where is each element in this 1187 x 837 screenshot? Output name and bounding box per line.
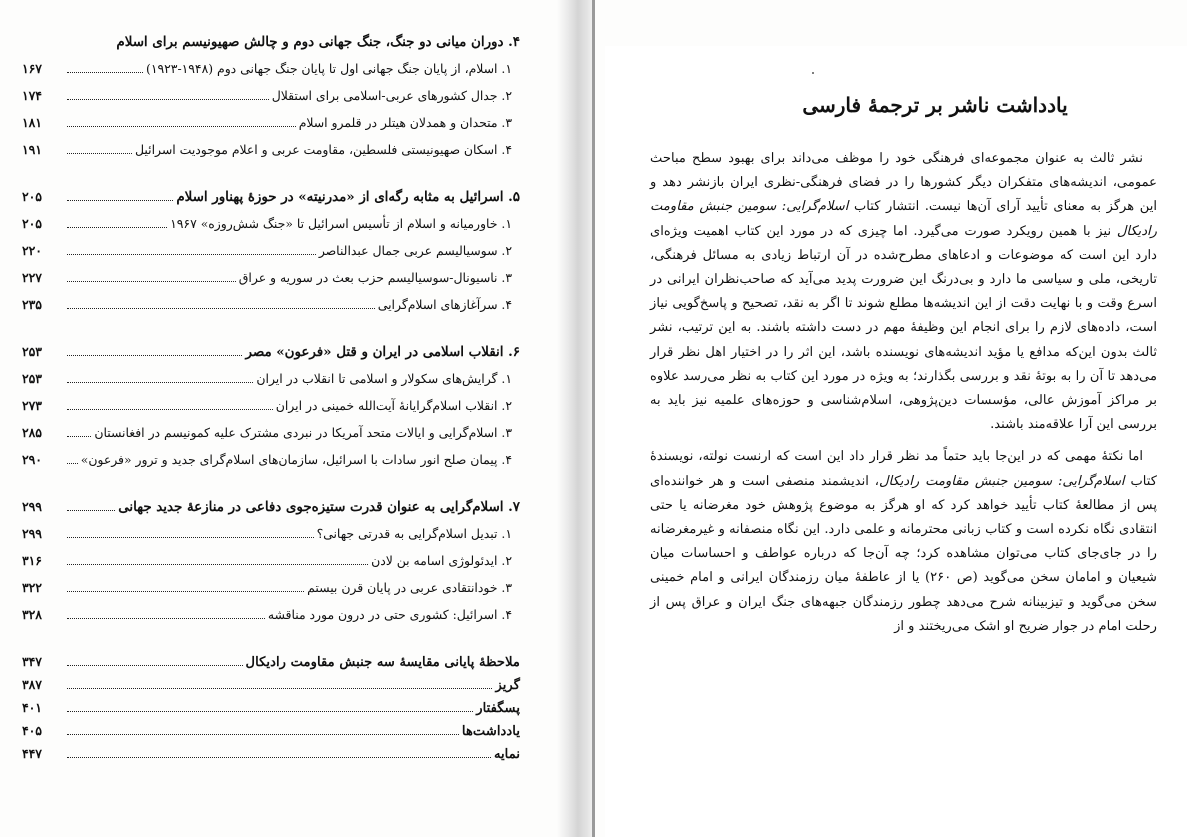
toc-entry-page: ۳۲۲ <box>22 580 42 595</box>
toc-entry[interactable] <box>22 553 520 580</box>
book-gutter <box>557 0 595 837</box>
toc-entry[interactable] <box>22 371 520 398</box>
toc-entry[interactable] <box>22 297 520 324</box>
right-page-publisher-note <box>595 0 1187 837</box>
toc-entry-page: ۲۵۳ <box>22 371 42 386</box>
toc-entry-page: ۱۶۷ <box>22 61 42 76</box>
toc-entry-page: ۱۸۱ <box>22 115 42 130</box>
dot-leader <box>67 757 491 758</box>
dot-leader <box>67 537 314 538</box>
toc-end-entry[interactable] <box>22 700 520 723</box>
dot-leader <box>67 618 265 619</box>
toc-entry-label: ۱. تبدیل اسلام‌گرایی به قدرتی جهانی؟ <box>316 526 512 541</box>
dot-leader <box>67 711 473 712</box>
toc-entry[interactable] <box>22 580 520 607</box>
paragraph-1-part-b: نیز با همین رویکرد صورت می‌گیرد. اما چیزی که در مورد این کتاب اهمیت ویژه‌ای دارد این است که موضوعات و ادعاهای مطرح‌شده در آن ارتباط زیادی به مسائل فرهنگی، تاریخی، ملی و سیاسی ما دارد و بی‌درنگ این ضرورت پدید می‌آید که صاحب‌نظران ایرانی در اسرع وقت و با نهایت دقت از این اندیشه‌ها مطلع شوند تا اگر به نقد، تصحیح و پاسخ‌گویی نیاز است، داده‌های لازم را برای انجام این وظیفهٔ مهم در دست داشته باشند. به این ترتیب، نشر ثالث بدون این‌که مدافع یا مؤید اندیشه‌های نویسنده باشد، این اثر را در اختیار اهل نظر قرار می‌دهد تا آن را به بوتهٔ نقد و بررسی بگذارند؛ به ویژه در مورد این کتاب به نظر می‌رسد علاوه بر مراکز آموزش عالی، مؤسسات دین‌پژوهی، اسلام‌شناسی و حوزه‌های علمیه نیز باید به بررسی این آرا علاقه‌مند باشند. <box>650 223 1157 433</box>
toc-entry[interactable] <box>22 452 520 479</box>
dot-leader <box>67 564 368 565</box>
toc-section-6 <box>22 344 520 479</box>
dot-leader <box>67 281 236 282</box>
toc-entry-page: ۱۷۴ <box>22 88 42 103</box>
toc-section-4 <box>22 34 520 169</box>
toc-entry-label: ۱. خاورمیانه و اسلام از تأسیس اسرائیل تا «جنگ شش‌روزه» ۱۹۶۷ <box>170 216 512 231</box>
dot-leader <box>67 688 492 689</box>
dot-leader <box>67 254 316 255</box>
toc-section-7 <box>22 499 520 634</box>
toc-entry-page: ۲۹۰ <box>22 452 42 467</box>
dot-leader <box>67 409 273 410</box>
toc-entry[interactable] <box>22 526 520 553</box>
toc-end-label: یادداشت‌ها <box>461 724 520 739</box>
paragraph-1-part-a: نشر ثالث به عنوان مجموعه‌ای فرهنگی خود را موظف می‌داند برای بهبود سطح مباحث عمومی، اندیشه‌های متفکران دیگر کشورها را در فضای فرهنگی-نظری ایران بازنشر دهد و این هرگز به معنای تأیید آرای آن‌ها نیست. انتشار کتاب <box>650 151 1157 215</box>
toc-entry[interactable] <box>22 398 520 425</box>
toc-entry-page: ۲۳۵ <box>22 297 42 312</box>
speck-mark <box>812 72 814 74</box>
toc-end-entry[interactable] <box>22 746 520 769</box>
dot-leader <box>67 436 91 437</box>
book-title-italic: اسلام‌گرایی: سومین جنبش مقاومت رادیکال <box>879 473 1125 489</box>
toc-end-entry[interactable] <box>22 654 520 677</box>
toc-entry-page: ۲۷۳ <box>22 398 42 413</box>
toc-section-title: ۷. اسلام‌گرایی به عنوان قدرت ستیزه‌جوی دفاعی در منازعهٔ جدید جهانی <box>118 499 520 515</box>
paragraph-2-part-b: ، اندیشمند منصفی است و هر خواننده‌ای پس از مطالعهٔ کتاب تأیید خواهد کرد که او هرگز به موضوع پژوهش خود مغرضانه یا حتی انتقادی نگاه نکرده است و کتاب زبانی محترمانه و علمی دارد. این نگاه منصفانه و غیرمغرضانه را در جای‌جای کتاب می‌توان مشاهده کرد؛ چه آن‌جا که درباره عواطف و احساسات میان شیعیان و امامان سخن می‌گوید (ص ۲۶۰) یا از عاطفهٔ میان رزمندگان ایرانی و امام خمینی سخن می‌گوید و تیزبینانه شرح می‌دهد چطور رزمندگان جبهه‌های جنگ ایران و عراق پس از رحلت امام در جوار ضریح او اشک می‌ریختند و از <box>650 473 1157 634</box>
dot-leader <box>67 591 304 592</box>
toc-entry-label: ۱. گرایش‌های سکولار و اسلامی تا انقلاب در ایران <box>256 371 512 386</box>
toc-entry-label: ۲. سوسیالیسم عربی جمال عبدالناصر <box>318 243 512 258</box>
toc-entry-label: ۲. جدال کشورهای عربی-اسلامی برای استقلال <box>271 88 512 103</box>
dot-leader <box>67 99 269 100</box>
toc-entry[interactable] <box>22 115 520 142</box>
toc-section-title: ۶. انقلاب اسلامی در ایران و قتل «فرعون» مصر <box>245 344 520 360</box>
toc-section-page: ۲۰۵ <box>22 189 42 204</box>
toc-end-page: ۳۸۷ <box>22 677 42 692</box>
toc-entry-label: ۳. خودانتقادی عربی در پایان قرن بیستم <box>307 580 512 595</box>
toc-end-page: ۴۰۱ <box>22 700 42 715</box>
toc-section-title-row[interactable] <box>22 189 520 216</box>
toc-entry-page: ۳۱۶ <box>22 553 42 568</box>
toc-entry-page: ۲۲۷ <box>22 270 42 285</box>
dot-leader <box>67 72 143 73</box>
toc-entry[interactable] <box>22 607 520 634</box>
dot-leader <box>67 308 375 309</box>
publisher-note-body <box>650 147 1157 639</box>
toc-entry[interactable] <box>22 270 520 297</box>
toc-entry-label: ۱. اسلام، از پایان جنگ جهانی اول تا پایان جنگ جهانی دوم (۱۹۴۸-۱۹۲۳) <box>145 61 512 76</box>
toc-entry-label: ۴. اسرائیل: کشوری حتی در درون مورد مناقشه <box>267 607 512 622</box>
toc-section-page: ۲۵۳ <box>22 344 42 359</box>
book-title-italic: اسلام‌گرایی: سومین جنبش مقاومت رادیکال <box>650 199 1157 239</box>
toc-end-label: پسگفتار <box>476 701 520 716</box>
dot-leader <box>67 227 167 228</box>
toc-section-page: ۲۹۹ <box>22 499 42 514</box>
toc-entry[interactable] <box>22 216 520 243</box>
toc-entry-page: ۱۹۱ <box>22 142 42 157</box>
toc-end-page: ۴۴۷ <box>22 746 42 761</box>
dot-leader <box>67 510 115 511</box>
dot-leader <box>67 382 253 383</box>
toc-end-page: ۳۴۷ <box>22 654 42 669</box>
toc-section-title-row[interactable] <box>22 499 520 526</box>
page-title: یادداشت ناشر بر ترجمهٔ فارسی <box>802 93 1068 117</box>
toc-entry-page: ۲۲۰ <box>22 243 42 258</box>
toc-entry[interactable] <box>22 61 520 88</box>
toc-entry-page: ۳۲۸ <box>22 607 42 622</box>
toc-entry[interactable] <box>22 425 520 452</box>
dot-leader <box>67 153 132 154</box>
toc-end-label: گریز <box>495 678 520 693</box>
paragraph-2 <box>650 445 1157 639</box>
left-page-table-of-contents <box>0 0 557 837</box>
toc-entry-label: ۴. پیمان صلح انور سادات با اسرائیل، سازمان‌های اسلام‌گرای جدید و ترور «فرعون» <box>80 452 512 467</box>
toc-section-title-row[interactable] <box>22 34 520 61</box>
toc-entry-label: ۴. اسکان صهیونیستی فلسطین، مقاومت عربی و اعلام موجودیت اسرائیل <box>135 142 512 157</box>
toc-end-label: نمایه <box>493 747 520 762</box>
dot-leader <box>67 734 459 735</box>
paragraph-2-part-a: اما نکتهٔ مهمی که در این‌جا باید حتماً مد نظر قرار داد این است که ارنست نولته، نویسندهٔ کتاب <box>650 449 1157 489</box>
toc-entry[interactable] <box>22 243 520 270</box>
dot-leader <box>67 126 296 127</box>
paragraph-1 <box>650 147 1157 437</box>
toc-section-title: ۵. اسرائیل به مثابه رگه‌ای از «مدرنیته» در حوزهٔ پهناور اسلام <box>176 189 520 205</box>
toc-end-entry[interactable] <box>22 677 520 700</box>
toc-entry-label: ۴. سرآغازهای اسلام‌گرایی <box>377 297 512 312</box>
toc-entry-label: ۳. متحدان و همدلان هیتلر در قلمرو اسلام <box>298 115 512 130</box>
toc-section-5 <box>22 189 520 324</box>
toc-section-title: ۴. دوران میانی دو جنگ، جنگ جهانی دوم و چالش صهیونیسم برای اسلام <box>116 34 520 50</box>
toc-end-entry[interactable] <box>22 723 520 746</box>
toc-section-title-row[interactable] <box>22 344 520 371</box>
dot-leader <box>67 463 78 464</box>
toc-entry-page: ۲۹۹ <box>22 526 42 541</box>
toc-entry-label: ۳. اسلام‌گرایی و ایالات متحد آمریکا در نبردی مشترک علیه کمونیسم در افغانستان <box>94 425 512 440</box>
dot-leader <box>67 200 173 201</box>
toc-entry-label: ۲. ایدئولوژی اسامه بن لادن <box>371 553 512 568</box>
toc-entry-label: ۲. انقلاب اسلام‌گرایانهٔ آیت‌الله خمینی در ایران <box>275 398 512 413</box>
toc-entry-page: ۲۸۵ <box>22 425 42 440</box>
toc-end-label: ملاحظهٔ پایانی مقایسهٔ سه جنبش مقاومت رادیکال <box>245 655 520 670</box>
toc-end-page: ۴۰۵ <box>22 723 42 738</box>
toc-entry-label: ۳. ناسیونال-سوسیالیسم حزب بعث در سوریه و عراق <box>238 270 512 285</box>
toc-entry-page: ۲۰۵ <box>22 216 42 231</box>
toc-end-matter <box>22 654 520 769</box>
dot-leader <box>67 355 242 356</box>
toc-entry[interactable] <box>22 142 520 169</box>
table-of-contents <box>22 34 520 769</box>
toc-entry[interactable] <box>22 88 520 115</box>
dot-leader <box>67 665 243 666</box>
